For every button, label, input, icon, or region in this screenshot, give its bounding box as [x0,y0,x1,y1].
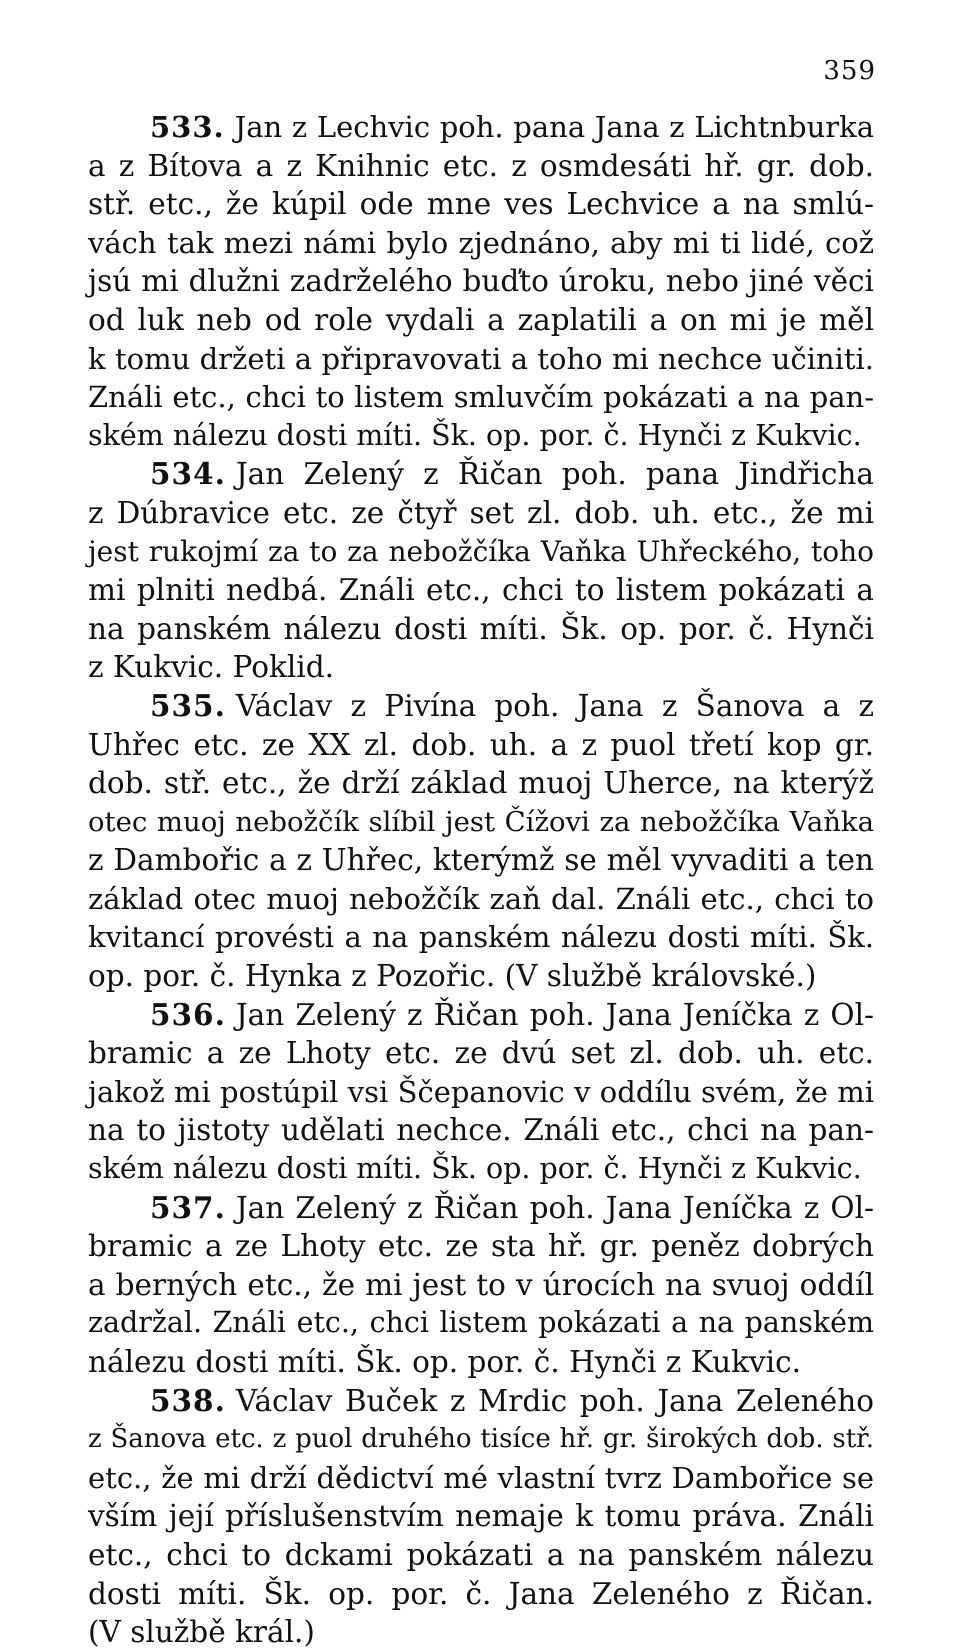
text-line: a berných etc., že mi jest to v úrocích na svuoj oddíl [88,1267,874,1302]
entry-first-line-text: Jan Zelený z Řičan poh. Jana Jeníčka z Ol- [235,1190,874,1225]
text-line: z Kukvic. Poklid. [88,650,334,685]
text-line: stř. etc., že kúpil ode mne ves Lechvice a na smlú- [88,187,874,222]
text-line: zadržal. Ználi etc., chci listem pokázati a na panském [88,1306,874,1340]
text-line: etc., že mi drží dědictví mé vlastní tvrz Dambořice se [88,1460,874,1495]
entry-number: 535. [150,687,226,723]
entry [88,1189,874,1382]
entry [88,1382,874,1652]
entry-first-line [88,455,874,494]
text-line: dosti míti. Šk. op. por. č. Jana Zeleného z Řičan. [88,1576,874,1611]
text-line: základ otec muoj nebožčík zaň dal. Ználi etc., chci to [88,881,874,916]
entry-first-line-text: Jan Zelený z Řičan poh. Jana Jeníčka z Ol- [235,997,874,1032]
text-line: jakož mi postúpil vsi Ščepanovic v oddílu svém, že mi [88,1074,874,1109]
entry [88,687,874,996]
text-line: z Dambořic a z Uhřec, kterýmž se měl vyvaditi a ten [88,843,874,878]
text-line: Ználi etc., chci to listem smluvčím pokázati a na pan- [88,380,874,415]
entry-first-line [88,1189,874,1228]
text-line: dob. stř. etc., že drží základ muoj Uherce, na kterýž [88,766,874,801]
text-line: a z Bítova a z Knihnic etc. z osmdesáti hř. gr. dob. [88,148,874,183]
entry-number: 536. [150,996,226,1032]
entry-number: 537. [150,1189,226,1225]
text-line: nálezu dosti míti. Šk. op. por. č. Hynči z Kukvic. [88,1345,801,1379]
text-line: mi plniti nedbá. Ználi etc., chci to listem pokázati a [88,573,874,608]
entry [88,996,874,1189]
text-line: op. por. č. Hynka z Pozořic. (V službě královské.) [88,959,817,994]
text-line: z Dúbravice etc. ze čtyř set zl. dob. uh. etc., že mi [88,495,874,530]
entry-first-line-text: Václav z Pivína poh. Jana z Šanova a z [235,688,874,723]
text-line: vším její příslušenstvím nemaje k tomu práva. Ználi [88,1499,874,1534]
text-line: Uhřec etc. ze XX zl. dob. uh. a z puol třetí kop gr. [88,727,874,762]
entry-first-line-text: Jan z Lechvic poh. pana Jana z Lichtnburka [234,110,874,144]
entry-number: 534. [150,456,226,492]
entry-first-line-text: Jan Zelený z Řičan poh. pana Jindřicha [235,457,874,492]
text-line: na to jistoty udělati nechce. Ználi etc., chci na pan- [88,1113,874,1148]
page-number: 359 [823,56,876,86]
text-line: od luk neb od role vydali a zaplatili a on mi je měl [88,302,874,337]
entry-first-line [88,108,874,147]
entry [88,108,874,455]
text-line: jest rukojmí za to za nebožčíka Vaňka Uhřeckého, toho [88,534,874,568]
text-line: ském nálezu dosti míti. Šk. op. por. č. Hynči z Kukvic. [88,1152,862,1186]
text-line: bramic a ze Lhoty etc. ze sta hř. gr. peněz dobrých [88,1229,874,1264]
text-line: jsú mi dlužni zadrželého buďto úroku, nebo jiné věci [88,264,874,299]
entry-first-line [88,996,874,1035]
text-line: vách tak mezi námi bylo zjednáno, aby mi ti lidé, což [88,225,874,260]
text-line: otec muoj nebožčík slíbil jest Čížovi za nebožčíka Vaňka [88,805,874,838]
text-line: z Šanova etc. z puol druhého tisíce hř. gr. širokých dob. stř. [88,1424,874,1455]
text-line: etc., chci to dckami pokázati a na panském nálezu [88,1537,874,1572]
entry-number: 538. [150,1382,226,1418]
text-line: na panském nálezu dosti míti. Šk. op. por. č. Hynči [88,611,874,646]
text-line: kvitancí provésti a na panském nálezu dosti míti. Šk. [88,920,874,955]
entry-first-line-text: Václav Buček z Mrdic poh. Jana Zeleného [235,1383,874,1418]
entry-first-line [88,1382,874,1421]
text-line: (V službě král.) [88,1615,315,1650]
page-text [88,108,874,1652]
text-line: bramic a ze Lhoty etc. ze dvú set zl. dob. uh. etc. [88,1036,874,1071]
text-line: ském nálezu dosti míti. Šk. op. por. č. Hynči z Kukvic. [88,418,862,452]
entry-number: 533. [150,110,225,144]
entry-first-line [88,687,874,726]
entry [88,455,874,687]
text-line: k tomu držeti a připravovati a toho mi nechce učiniti. [88,341,874,376]
